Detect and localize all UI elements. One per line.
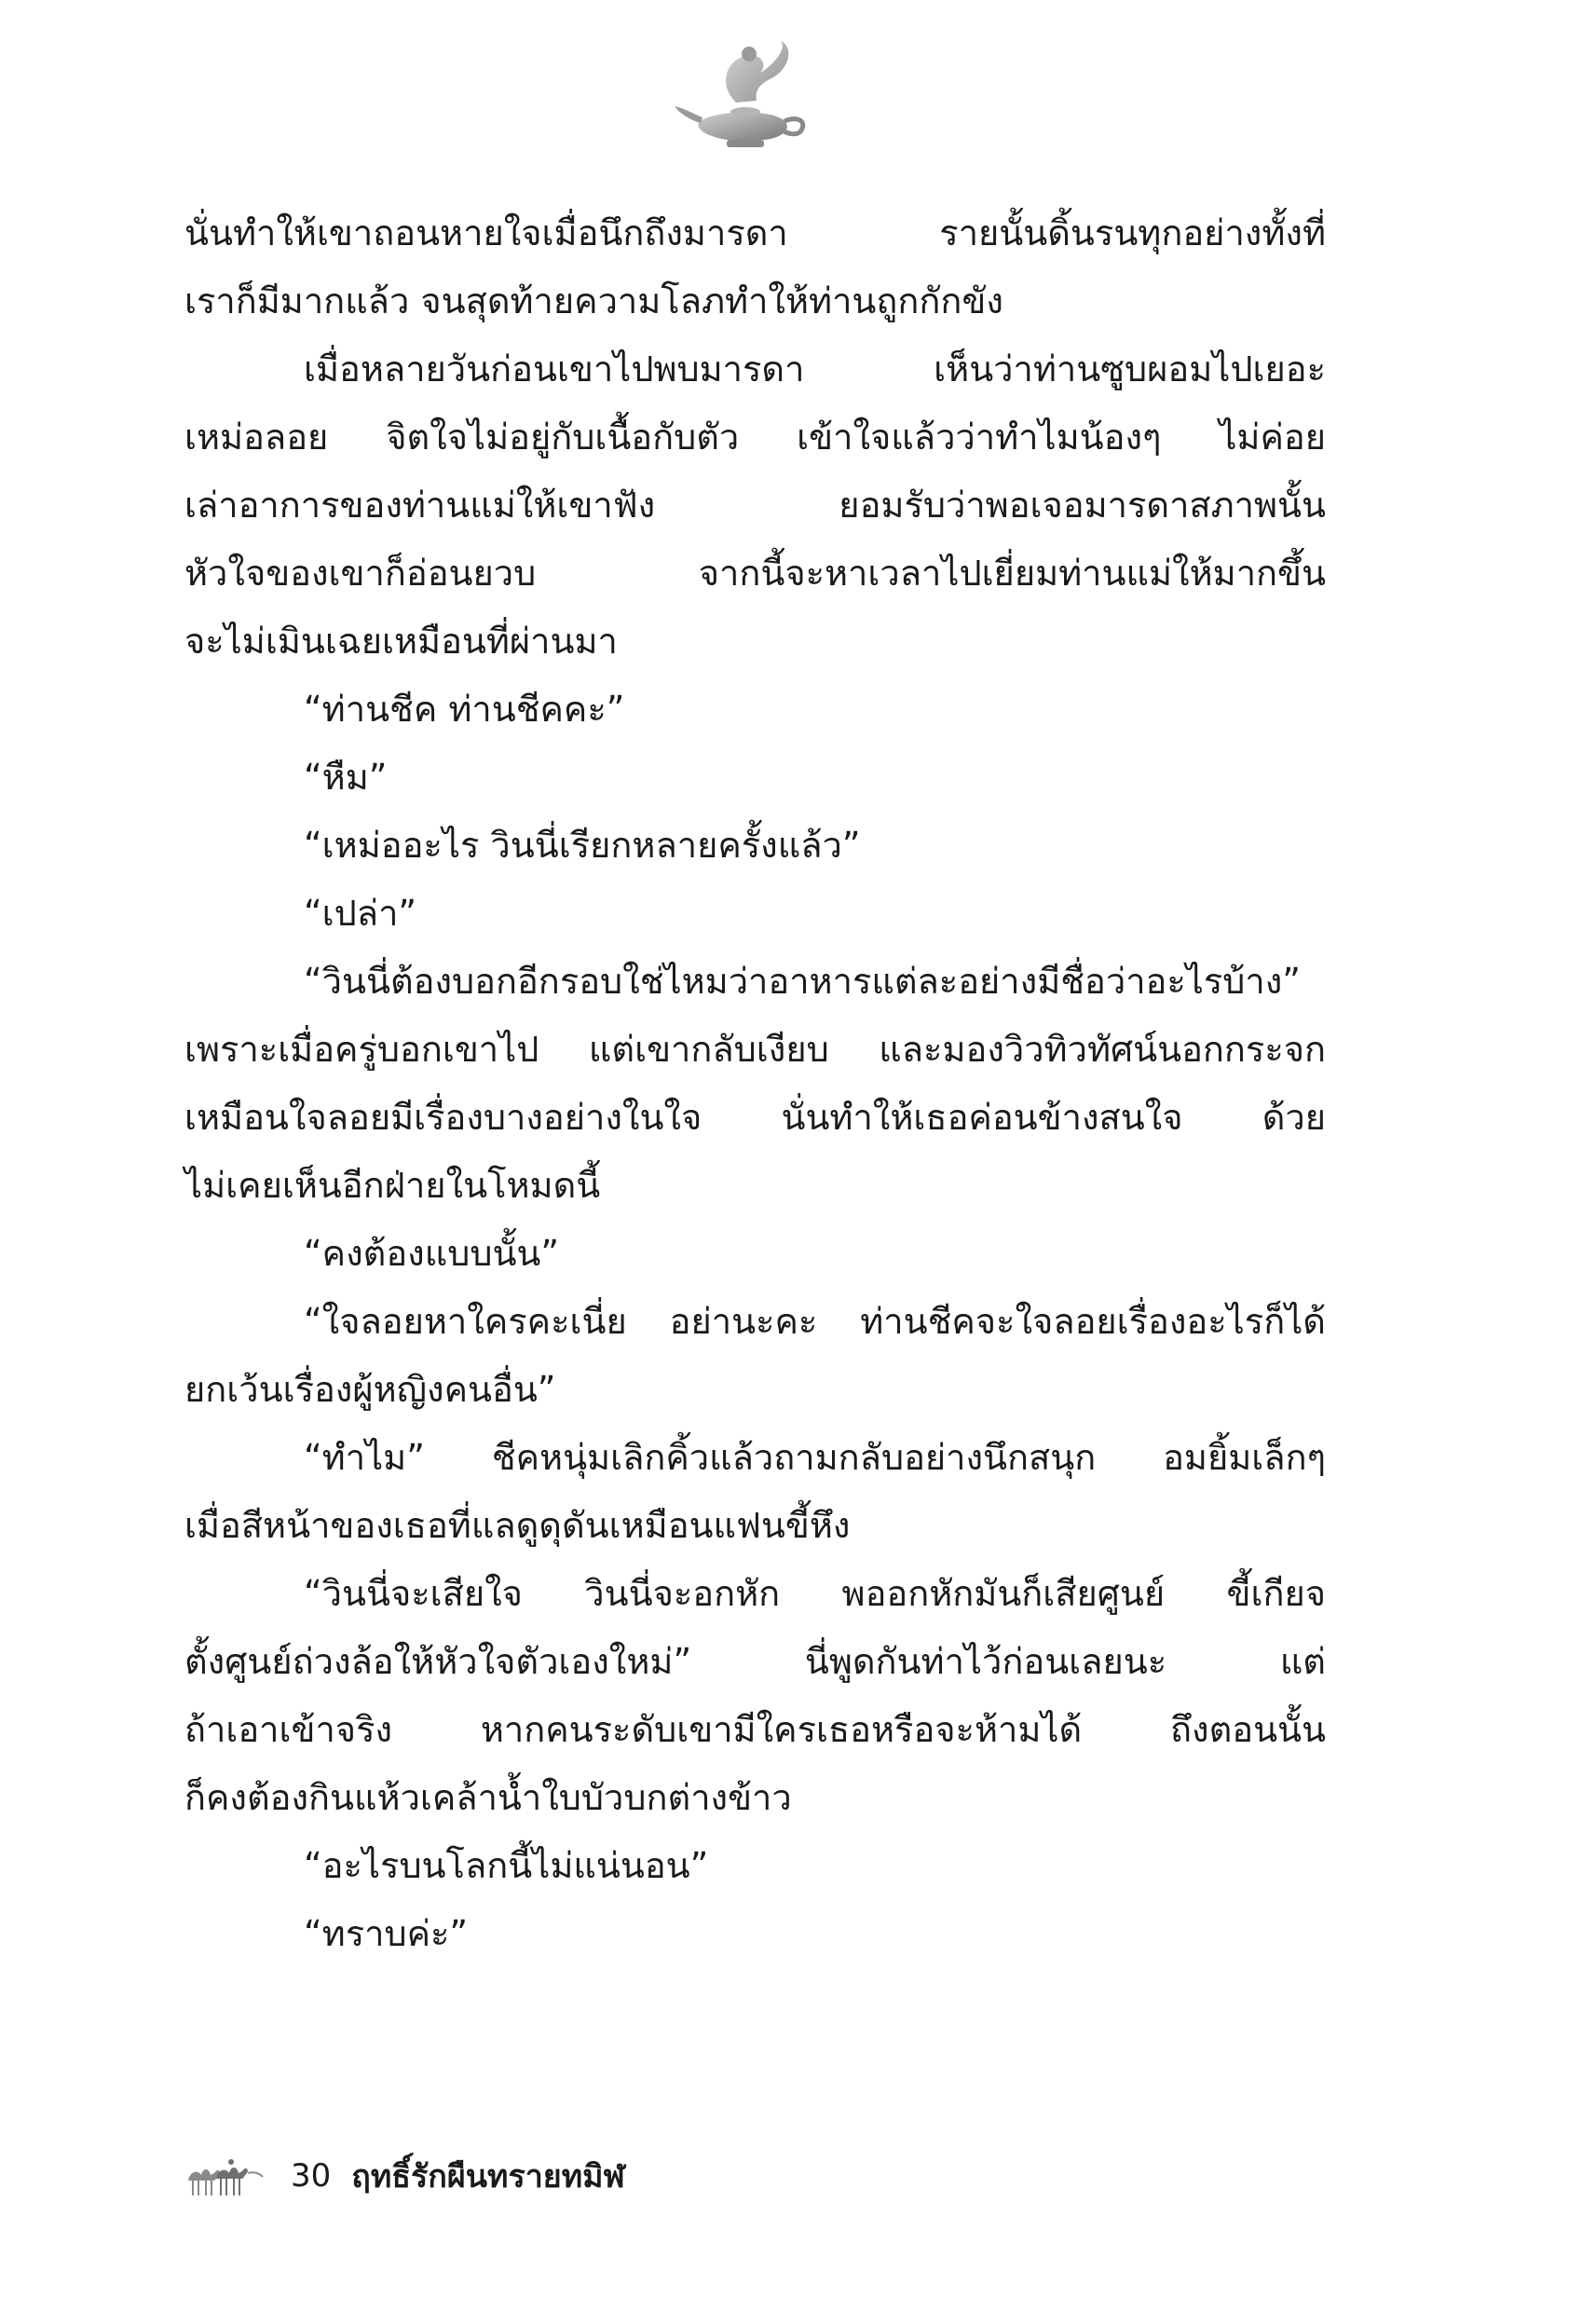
text-line: “หืม” (304, 757, 388, 798)
text-line: “คงต้องแบบนั้น” (304, 1233, 560, 1274)
page-footer (183, 2148, 625, 2204)
text-line: ก็คงต้องกินแห้วเคล้าน้ำใบบัวบกต่างข้าว (184, 1777, 792, 1818)
text-line: “อะไรบนโลกนี้ไม่แน่นอน” (304, 1845, 709, 1886)
text-line: “ใจลอยหาใครคะเนี่ย อย่านะคะ ท่านชีคจะใจลอยเรื่องอะไรก็ได้ (304, 1301, 1326, 1342)
text-line: เหม่อลอย จิตใจไม่อยู่กับเนื้อกับตัว เข้าใจแล้วว่าทำไมน้องๆ ไม่ค่อย (184, 417, 1326, 458)
page-number: 30 (291, 2157, 332, 2195)
text-line: ตั้งศูนย์ถ่วงล้อให้หัวใจตัวเองใหม่” นี่พูดกันท่าไว้ก่อนเลยนะ แต่ (184, 1641, 1326, 1682)
text-line: ถ้าเอาเข้าจริง หากคนระดับเขามีใครเธอหรือจะห้ามได้ ถึงตอนนั้น (184, 1709, 1326, 1750)
text-line: เมื่อสีหน้าของเธอที่แลดูดุดันเหมือนแฟนขี้หึง (184, 1505, 851, 1546)
text-line: เล่าอาการของท่านแม่ให้เขาฟัง ยอมรับว่าพอเจอมารดาสภาพนั้น (184, 485, 1326, 526)
text-line: “เหม่ออะไร วินนี่เรียกหลายครั้งแล้ว” (304, 825, 861, 866)
text-line: เหมือนใจลอยมีเรื่องบางอย่างในใจ นั่นทำให้เธอค่อนข้างสนใจ ด้วย (184, 1097, 1326, 1138)
text-line: เมื่อหลายวันก่อนเขาไปพบมารดา เห็นว่าท่านซูบผอมไปเยอะ (304, 349, 1326, 390)
text-line: จะไม่เมินเฉยเหมือนที่ผ่านมา (184, 621, 618, 662)
text-line: “ทำไม” ชีคหนุ่มเลิกคิ้วแล้วถามกลับอย่างนึกสนุก อมยิ้มเล็กๆ (304, 1437, 1326, 1478)
text-line: “เปล่า” (304, 893, 417, 934)
text-line: เราก็มีมากแล้ว จนสุดท้ายความโลภทำให้ท่านถูกกักขัง (184, 280, 1003, 321)
text-line: “วินนี่ต้องบอกอีกรอบใช่ไหมว่าอาหารแต่ละอย่างมีชื่อว่าอะไรบ้าง” (304, 961, 1301, 1002)
book-title: ฤทธิ์รักผืนทรายทมิฬ (351, 2158, 625, 2195)
text-line: ไม่เคยเห็นอีกฝ่ายในโหมดนี้ (184, 1165, 601, 1206)
text-line: นั่นทำให้เขาถอนหายใจเมื่อนึกถึงมารดา รายนั้นดิ้นรนทุกอย่างทั้งที่ (184, 212, 1326, 253)
camel-caravan-icon (183, 2153, 266, 2199)
text-line: หัวใจของเขาก็อ่อนยวบ จากนี้จะหาเวลาไปเยี่ยมท่านแม่ให้มากขึ้น (184, 553, 1326, 594)
text-line: เพราะเมื่อครู่บอกเขาไป แต่เขากลับเงียบ และมองวิวทิวทัศน์นอกกระจก (184, 1029, 1326, 1070)
genie-lamp-icon (671, 37, 820, 158)
text-line: “วินนี่จะเสียใจ วินนี่จะอกหัก พออกหักมันก็เสียศูนย์ ขี้เกียจ (304, 1573, 1326, 1614)
text-line: “ท่านชีค ท่านชีคคะ” (304, 689, 625, 730)
text-line: ยกเว้นเรื่องผู้หญิงคนอื่น” (184, 1369, 556, 1410)
text-line: “ทราบค่ะ” (304, 1913, 469, 1954)
